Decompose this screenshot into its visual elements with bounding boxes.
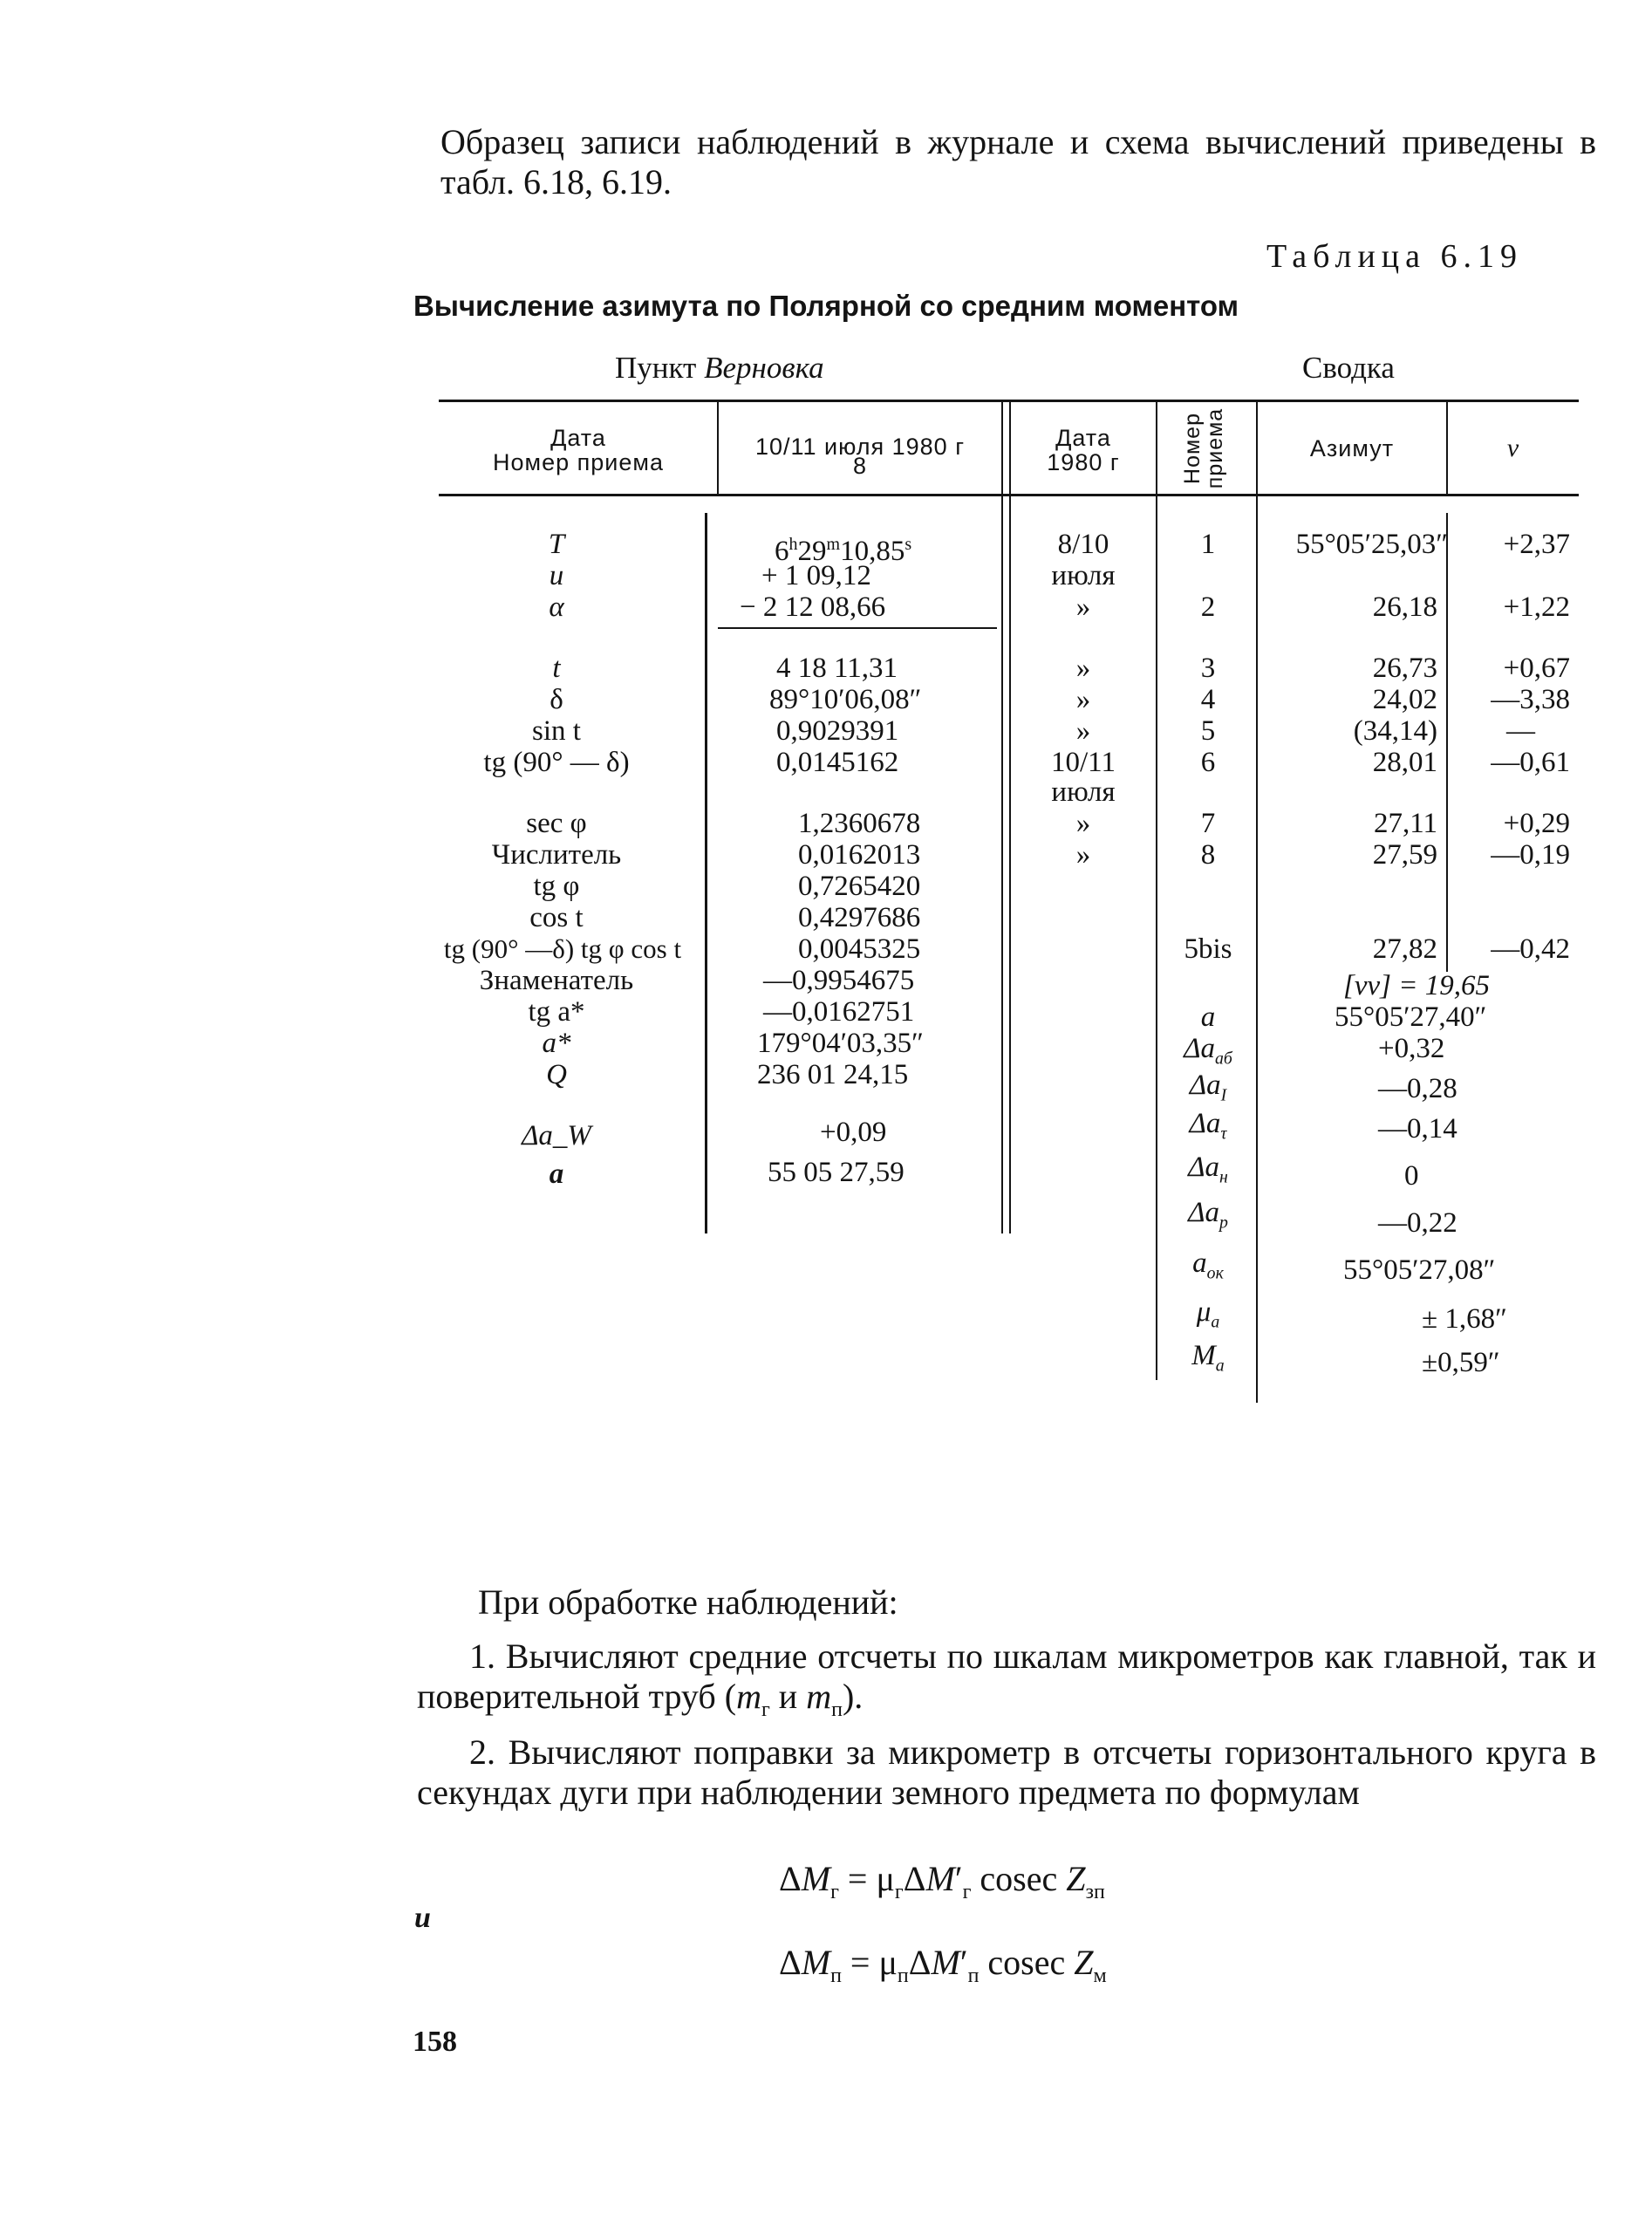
stat-value-M: ±0,59″ [1422,1347,1500,1378]
stat-label-a: a [1200,1001,1216,1033]
calc-value-secphi: 1,2360678 [798,808,921,839]
calc-label-numerator: Числитель [491,839,622,871]
calc-label-denominator: Знаменатель [479,965,634,996]
header-col1-line2: Номер приема [493,449,664,475]
summary-date-7: » [1075,808,1091,839]
summary-date-5: » [1075,715,1091,747]
summary-v-5bis: —0,42 [1491,933,1570,965]
calc-value-numerator: 0,0162013 [798,839,921,871]
calc-value-t: 4 18 11,31 [776,653,898,684]
stat-label-dat: $\Delta a_\tau$ [1189,1108,1227,1144]
summary-date-2: » [1075,591,1091,623]
calc-value-Q: 236 01 24,15 [757,1059,909,1090]
calc-value-tga: —0,0162751 [763,996,915,1028]
stat-label-dai: $\Delta a_I$ [1189,1069,1227,1105]
col-rule-2b [1009,400,1011,1233]
calc-divider-rule [718,627,997,629]
summary-az-7: 27,11 [1373,808,1437,839]
summary-num-3: 3 [1200,653,1216,684]
header-col5: Азимут [1309,435,1395,461]
summary-az-3: 26,73 [1372,653,1437,684]
calc-label-astar: a* [542,1028,571,1059]
summary-num-7: 7 [1200,808,1216,839]
stat-value-dap: —0,22 [1378,1207,1457,1239]
summary-num-1: 1 [1200,529,1216,560]
summary-date-8: » [1075,839,1091,871]
calc-label-tga: tg a* [528,996,585,1028]
header-col2-line2: 8 [852,453,868,479]
summary-num-6: 6 [1200,747,1216,778]
formula-2: $\Delta M_п = \mu_п\Delta M'_п$ cosec $Z_м$ [779,1943,1107,1987]
calc-value-cost: 0,4297686 [798,902,921,933]
calc-value-denominator: —0,9954675 [763,965,915,996]
punkt-label [615,351,824,386]
stat-value-dab: +0,32 [1378,1033,1445,1064]
summary-v-7: +0,29 [1503,808,1570,839]
calc-value-a: 55 05 27,59 [768,1157,905,1188]
stat-value-a: 55°05′27,40″ [1335,1001,1487,1033]
calc-label-product: tg (90° —δ) tg φ cos t [443,933,682,964]
calc-value-tgphi: 0,7265420 [798,871,921,902]
summary-date-4: » [1075,684,1091,715]
para-processing: При обработке наблюдений: [478,1582,898,1622]
summary-v-2: +1,22 [1503,591,1570,623]
summary-date-1b: июля [1051,560,1116,591]
header-col2 [718,434,1002,478]
summary-date-1: 8/10 [1057,529,1109,560]
calc-value-delta: 89°10′06,08″ [769,684,922,715]
calc-value-astar: 179°04′03,35″ [757,1028,924,1059]
summary-vv: [vv] = 19,65 [1343,970,1490,1001]
calc-value-daw: +0,09 [820,1117,887,1148]
calc-label-tgphi: tg φ [533,871,580,902]
header-col3 [1011,426,1156,475]
summary-v-3: +0,67 [1503,653,1570,684]
conjunction-i: и [414,1902,431,1934]
summary-v-4: —3,38 [1491,684,1570,715]
calc-label-T: T [548,529,565,560]
calc-label-a: a [549,1158,564,1190]
header-col4-line2: приема [1203,407,1227,489]
calc-value-sint: 0,9029391 [776,715,899,747]
stat-value-dai: —0,28 [1378,1073,1457,1104]
calc-value-tg90: 0,0145162 [776,747,899,778]
calc-label-alpha: α [549,591,564,623]
calc-value-product: 0,0045325 [798,933,921,965]
calc-label-delta: δ [550,684,563,715]
intro-paragraph: Образец записи наблюдений в журнале и схема вычислений приведены в табл. 6.18, 6.19. [440,122,1596,202]
para-step2: 2. Вычисляют поправки за микрометр в отсчеты горизонтального круга в секундах дуги при наблюдении земного предмета по формулам [417,1732,1596,1812]
calc-label-sint: sin t [532,715,581,747]
summary-az-5: (34,14) [1353,715,1437,747]
summary-date-3: » [1075,653,1091,684]
punkt-label-text: Пункт [615,351,697,385]
header-col6: v [1506,434,1520,462]
col-rule-1b [705,513,707,1233]
stat-label-dab: $\Delta a_{аб}$ [1184,1033,1232,1069]
summary-az-4: 24,02 [1372,684,1437,715]
summary-num-2: 2 [1200,591,1216,623]
summary-v-8: —0,19 [1491,839,1570,871]
stat-label-M: $M_a$ [1191,1340,1225,1376]
stat-value-aok: 55°05′27,08″ [1343,1254,1496,1286]
stat-label-mu: $\mu_a$ [1196,1296,1220,1332]
header-col3-line2: 1980 г [1047,449,1120,475]
header-col4 [1181,396,1232,501]
para-step1: 1. Вычисляют средние отсчеты по шкалам микрометров как главной, так и поверительной труб ($m_г$ и $m_п$). [417,1637,1596,1721]
summary-num-5: 5 [1200,715,1216,747]
summary-num-8: 8 [1200,839,1216,871]
summary-date-6b: июля [1051,776,1116,808]
page-number: 158 [413,2026,457,2058]
calc-value-u: + 1 09,12 [761,560,871,591]
header-col1 [439,426,718,475]
summary-date-6: 10/11 [1051,747,1116,778]
table-title: Вычисление азимута по Полярной со средним моментом [413,290,1239,322]
summary-az-6: 28,01 [1372,747,1437,778]
calc-value-alpha: − 2 12 08,66 [740,591,886,623]
calc-label-secphi: sec φ [526,808,587,839]
col-rule-3 [1156,400,1157,1380]
table-caption: Таблица 6.19 [1266,238,1523,275]
formula-1: $\Delta M_г = \mu_г\Delta M'_г$ cosec $Z_{зп}$ [779,1859,1105,1903]
summary-az-5bis: 27,82 [1372,933,1437,965]
summary-az-1: 55°05′25,03″ [1295,529,1448,560]
stat-value-dat: —0,14 [1378,1113,1457,1145]
calc-value-T: 6$^h$29$^m$10,85$^s$ [775,535,912,567]
summary-v-6: —0,61 [1491,747,1570,778]
summary-num-4: 4 [1200,684,1216,715]
header-col1-line1: Дата [550,425,606,451]
header-col2-line1: 10/11 июля 1980 г [754,434,966,460]
calc-label-tg90: tg (90° — δ) [483,747,630,778]
calc-label-u: u [549,560,564,591]
summary-az-2: 26,18 [1372,591,1437,623]
stat-label-aok: $a_{ок}$ [1192,1247,1224,1283]
stat-value-mu: ± 1,68″ [1422,1303,1507,1335]
header-col4-line1: Номер [1180,413,1205,484]
stat-label-dap: $\Delta a_p$ [1188,1197,1228,1233]
svodka-label: Сводка [1302,351,1395,385]
calc-label-cost: cos t [529,902,584,933]
stat-label-dan: $\Delta a_н$ [1188,1151,1228,1187]
header-col3-line1: Дата [1055,425,1111,451]
col-rule-2a [1001,400,1003,1233]
calc-label-t: t [552,653,561,684]
calc-label-Q: Q [546,1059,567,1090]
summary-az-8: 27,59 [1372,839,1437,871]
summary-num-5bis: 5bis [1184,933,1232,965]
summary-v-1: +2,37 [1503,529,1570,560]
calc-label-daw: Δa_W [522,1120,591,1151]
punkt-name: Верновка [704,351,824,385]
summary-v-5: — [1506,715,1535,747]
stat-value-dan: 0 [1404,1160,1419,1192]
